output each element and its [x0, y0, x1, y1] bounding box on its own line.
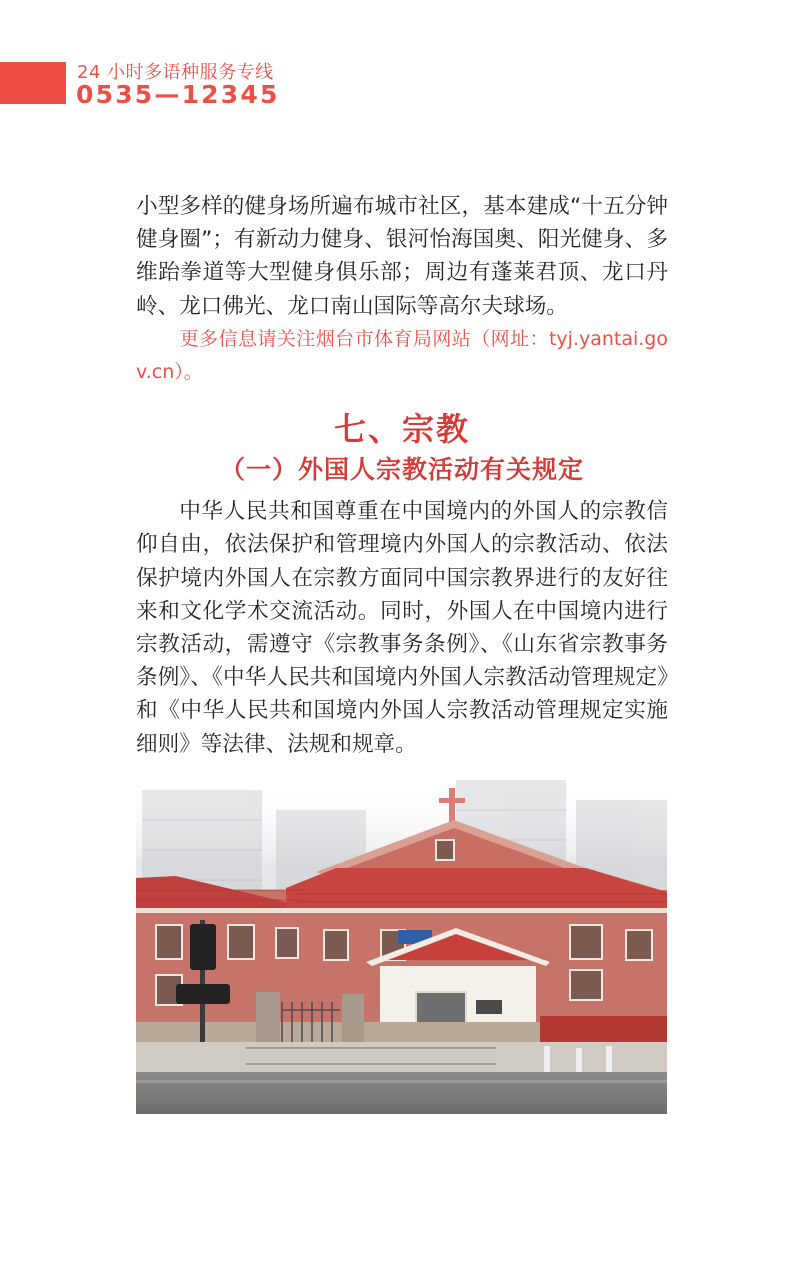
- section-title: 七、宗教: [333, 410, 470, 449]
- hotline-label: 24 小时多语种服务专线: [77, 62, 274, 83]
- page-content: [136, 190, 668, 761]
- religion-regulations-paragraph: 中华人民共和国尊重在中国境内的外国人的宗教信仰自由，依法保护和管理境内外国人的宗教活动、依法保护境内外国人在宗教方面同中国宗教界进行的友好往来和文化学术交流活动。同时，外国人在中国境内进行宗教活动，需遵守《宗教事务条例》、《山东省宗教事务条例》、《中华人民共和国境内外国人宗教活动管理规定》和《中华人民共和国境内外国人宗教活动管理规定实施细则》等法律、法规和规章。: [136, 499, 668, 757]
- subsection-title: （一）外国人宗教活动有关规定: [219, 455, 584, 485]
- more-info-note: 更多信息请关注烟台市体育局网站（网址：tyj.yantai.gov.cn）。: [136, 327, 668, 384]
- sports-venues-paragraph: 小型多样的健身场所遍布城市社区，基本建成“十五分钟健身圈”；有新动力健身、银河怡海国奥、阳光健身、多维跆拳道等大型健身俱乐部；周边有蓬莱君顶、龙口丹岭、龙口佛光、龙口南山国际等高尔夫球场。: [136, 194, 668, 319]
- hotline-accent-bar: [0, 62, 66, 104]
- hotline-number: 0535—12345: [76, 80, 280, 109]
- church-photo: [136, 780, 667, 1114]
- church-illustration: [136, 780, 667, 1114]
